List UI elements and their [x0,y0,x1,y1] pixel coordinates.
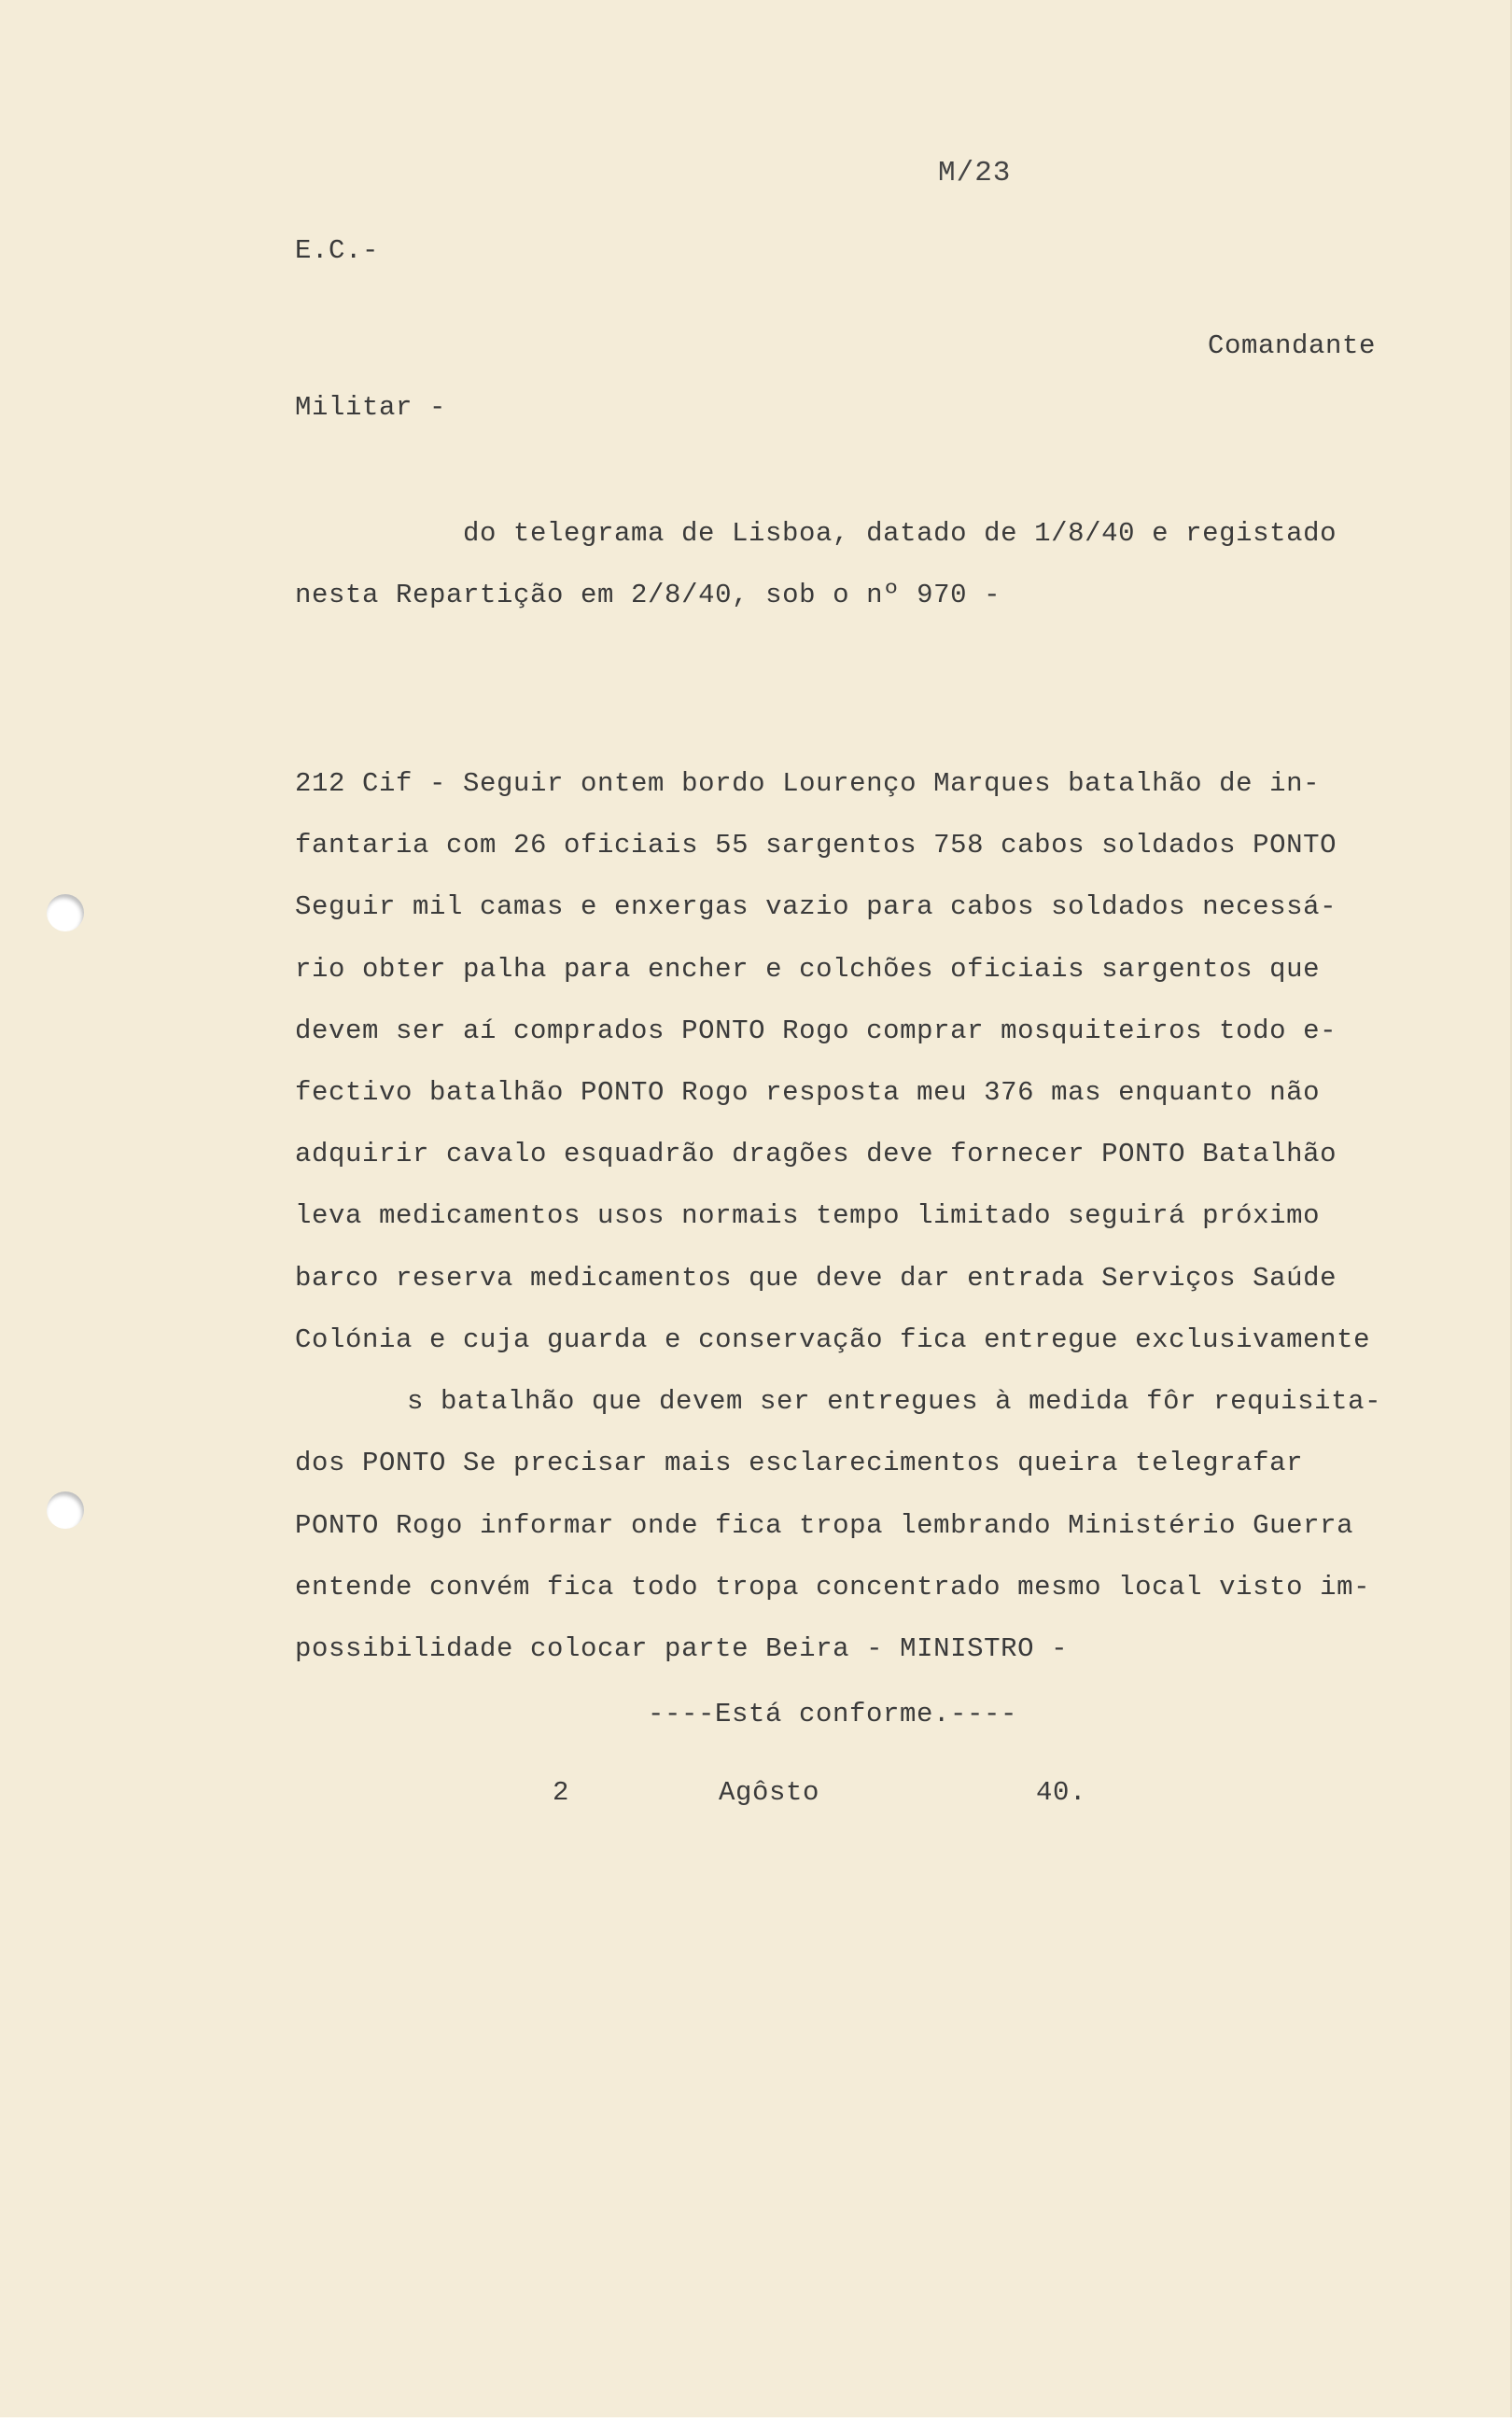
punch-hole-top [47,894,84,931]
date-month: Agôsto [719,1777,820,1808]
telegram-line: rio obter palha para encher e colchões oficiais sargentos que [295,954,1321,985]
addressee-title-left: Militar - [295,392,447,423]
telegram-line: Colónia e cuja guarda e conservação fica entregue exclusivamente [295,1324,1371,1355]
date-day: 2 [553,1777,570,1808]
date-year: 40. [1036,1777,1087,1808]
telegram-line: barco reserva medicamentos que deve dar entrada Serviços Saúde [295,1263,1337,1294]
telegram-line: 212 Cif - Seguir ontem bordo Lourenço Marques batalhão de in- [295,768,1321,799]
telegram-line: adquirir cavalo esquadrão dragões deve fornecer PONTO Batalhão [295,1139,1337,1169]
addressee-abbreviation: E.C.- [295,235,380,266]
intro-line: do telegrama de Lisboa, datado de 1/8/40 e registado [463,518,1337,549]
telegram-line: dos PONTO Se precisar mais esclarecimentos queira telegrafar [295,1448,1304,1478]
addressee-title-right: Comandante [1208,330,1377,361]
telegram-line: devem ser aí comprados PONTO Rogo comprar mosquiteiros todo e- [295,1015,1337,1046]
document-reference: M/23 [938,157,1012,189]
telegram-line: Seguir mil camas e enxergas vazio para cabos soldados necessá- [295,891,1337,922]
certification-line: ----Está conforme.---- [648,1699,1018,1729]
telegram-line: entende convém fica todo tropa concentrado mesmo local visto im- [295,1572,1371,1603]
intro-line: nesta Repartição em 2/8/40, sob o nº 970 - [295,580,1001,610]
telegram-line: PONTO Rogo informar onde fica tropa lembrando Ministério Guerra [295,1510,1354,1541]
telegram-line: fectivo batalhão PONTO Rogo resposta meu 376 mas enquanto não [295,1077,1321,1108]
telegram-line: s batalhão que devem ser entregues à medida fôr requisita- [407,1386,1382,1417]
telegram-line: possibilidade colocar parte Beira - MINISTRO - [295,1633,1069,1664]
telegram-line: fantaria com 26 oficiais 55 sargentos 758 cabos soldados PONTO [295,830,1337,861]
telegram-line: leva medicamentos usos normais tempo limitado seguirá próximo [295,1200,1321,1231]
punch-hole-bottom [47,1491,84,1529]
